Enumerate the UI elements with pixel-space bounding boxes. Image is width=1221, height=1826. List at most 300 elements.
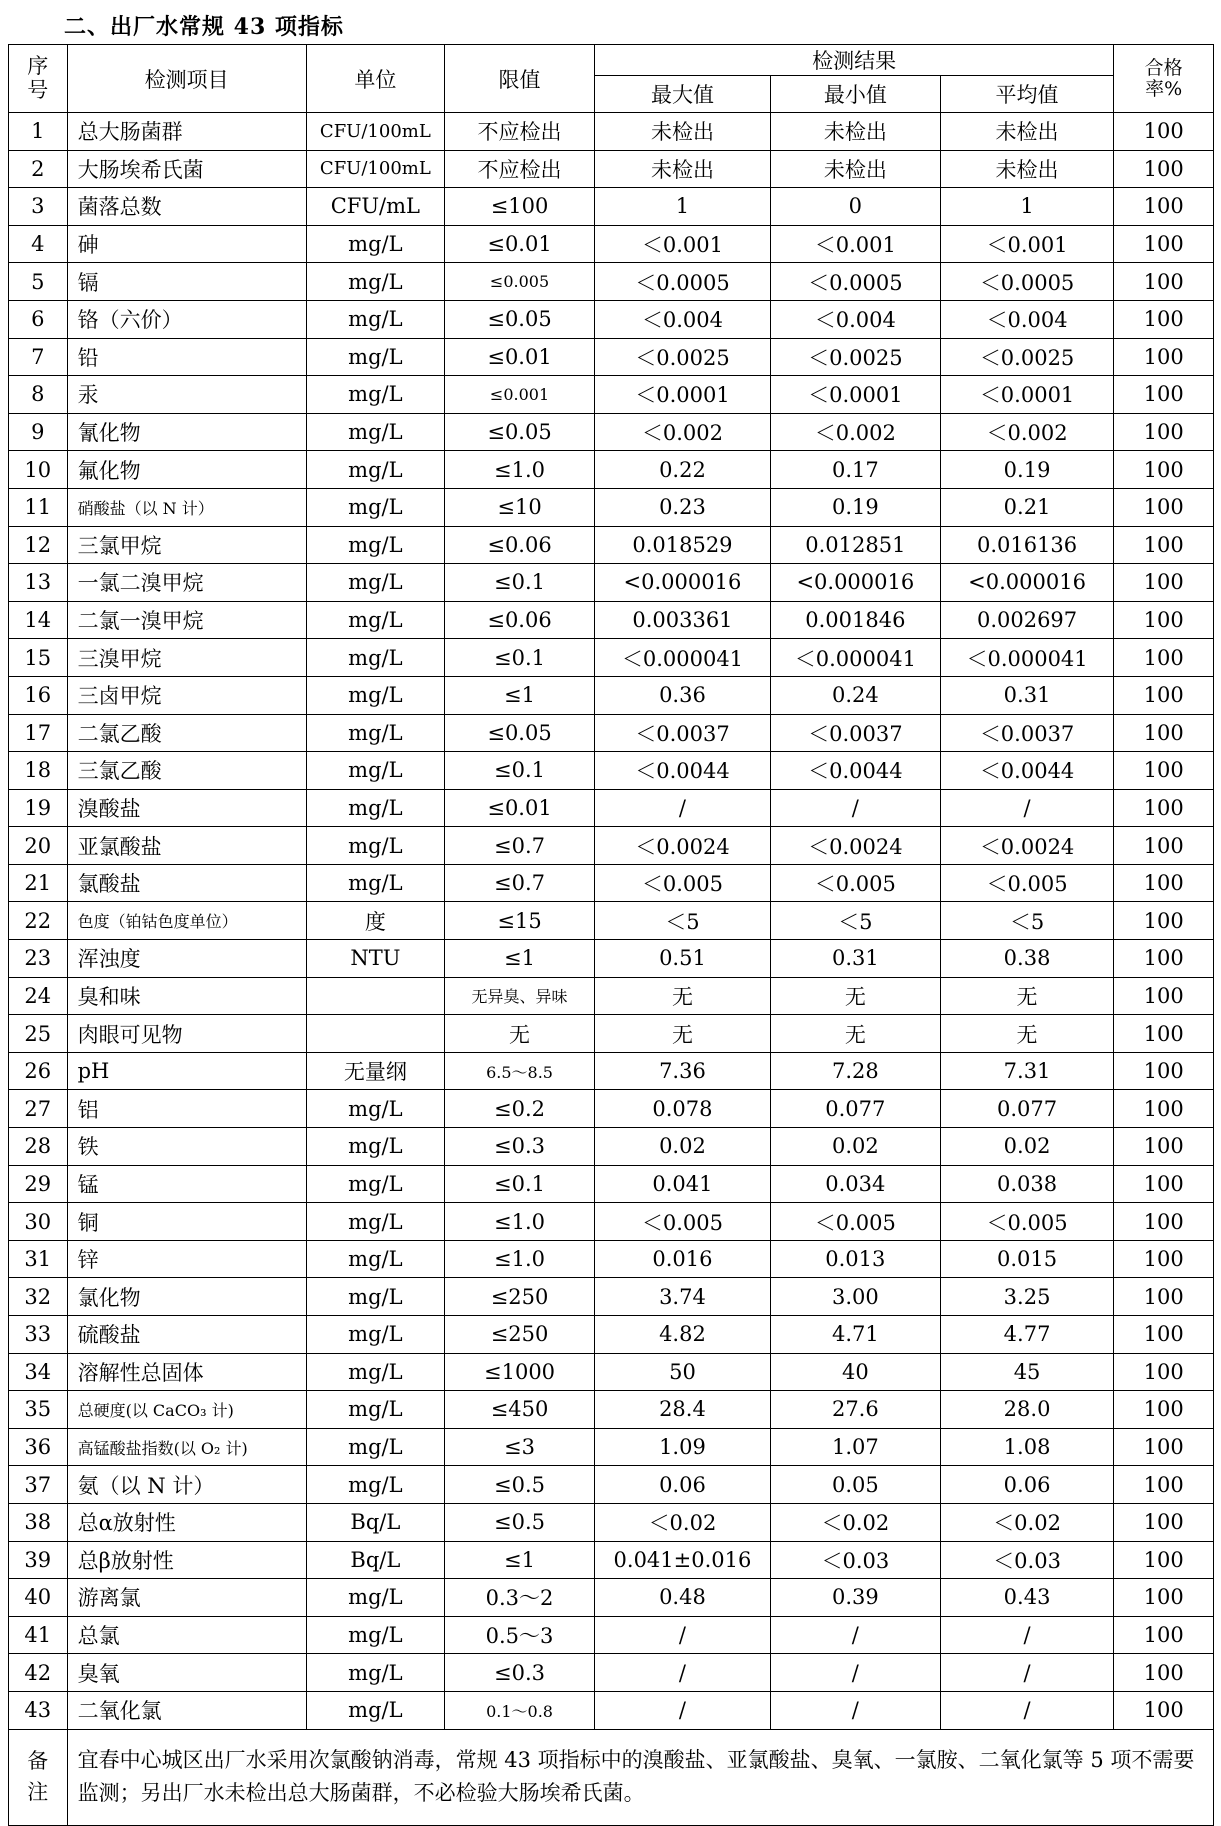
cell-min: 1.07	[770, 1428, 940, 1466]
cell-rate: 100	[1114, 1015, 1214, 1053]
cell-limit: ≤0.1	[445, 639, 595, 677]
header-limit: 限值	[445, 45, 595, 113]
cell-unit: mg/L	[306, 300, 444, 338]
cell-unit: mg/L	[306, 1616, 444, 1654]
cell-item: 汞	[67, 376, 306, 414]
cell-max: 1	[595, 188, 771, 226]
cell-avg: 1	[940, 188, 1113, 226]
cell-unit: mg/L	[306, 752, 444, 790]
cell-item: 总β放射性	[67, 1541, 306, 1579]
cell-item: 臭氧	[67, 1654, 306, 1692]
cell-min: /	[770, 1691, 940, 1729]
cell-seq: 37	[9, 1466, 68, 1504]
cell-limit: 不应检出	[445, 113, 595, 151]
cell-rate: 100	[1114, 1240, 1214, 1278]
cell-seq: 4	[9, 225, 68, 263]
cell-min: ＜0.005	[770, 1203, 940, 1241]
cell-seq: 34	[9, 1353, 68, 1391]
cell-max: 0.018529	[595, 526, 771, 564]
cell-min: ＜0.02	[770, 1503, 940, 1541]
cell-item: 肉眼可见物	[67, 1015, 306, 1053]
table-row	[9, 1654, 1214, 1692]
cell-seq: 5	[9, 263, 68, 301]
cell-seq: 1	[9, 113, 68, 151]
cell-rate: 100	[1114, 601, 1214, 639]
cell-avg: ＜0.005	[940, 1203, 1113, 1241]
cell-seq: 10	[9, 451, 68, 489]
cell-max: 0.06	[595, 1466, 771, 1504]
cell-unit: mg/L	[306, 225, 444, 263]
cell-unit: mg/L	[306, 488, 444, 526]
cell-avg: 0.31	[940, 676, 1113, 714]
cell-max: ＜0.0037	[595, 714, 771, 752]
header-max: 最大值	[595, 76, 771, 113]
cell-max: ＜0.0025	[595, 338, 771, 376]
cell-rate: 100	[1114, 902, 1214, 940]
cell-item: 二氯乙酸	[67, 714, 306, 752]
cell-unit: mg/L	[306, 376, 444, 414]
remark-label: 备注	[9, 1729, 68, 1825]
cell-unit: mg/L	[306, 601, 444, 639]
cell-min: /	[770, 1654, 940, 1692]
cell-max: /	[595, 789, 771, 827]
cell-item: 溶解性总固体	[67, 1353, 306, 1391]
cell-avg: 0.06	[940, 1466, 1113, 1504]
cell-item: 氨（以 N 计）	[67, 1466, 306, 1504]
cell-item: 浑浊度	[67, 940, 306, 978]
cell-unit: mg/L	[306, 1090, 444, 1128]
cell-max: 无	[595, 1015, 771, 1053]
cell-limit: ≤0.05	[445, 714, 595, 752]
cell-item: 铝	[67, 1090, 306, 1128]
cell-item: 高锰酸盐指数(以 O₂ 计)	[67, 1428, 306, 1466]
cell-avg: /	[940, 789, 1113, 827]
cell-max: 0.041±0.016	[595, 1541, 771, 1579]
cell-limit: ≤1	[445, 676, 595, 714]
table-row	[9, 376, 1214, 414]
cell-max: <0.000016	[595, 564, 771, 602]
cell-rate: 100	[1114, 263, 1214, 301]
cell-max: 50	[595, 1353, 771, 1391]
cell-avg: 0.002697	[940, 601, 1113, 639]
cell-max: 1.09	[595, 1428, 771, 1466]
cell-avg: ＜0.004	[940, 300, 1113, 338]
cell-limit: 0.5～3	[445, 1616, 595, 1654]
cell-max: 0.016	[595, 1240, 771, 1278]
cell-rate: 100	[1114, 150, 1214, 188]
cell-item: 大肠埃希氏菌	[67, 150, 306, 188]
cell-rate: 100	[1114, 1353, 1214, 1391]
cell-max: 7.36	[595, 1052, 771, 1090]
cell-seq: 21	[9, 864, 68, 902]
cell-unit: Bq/L	[306, 1541, 444, 1579]
cell-rate: 100	[1114, 940, 1214, 978]
cell-unit: mg/L	[306, 338, 444, 376]
cell-unit: CFU/mL	[306, 188, 444, 226]
table-row	[9, 413, 1214, 451]
cell-rate: 100	[1114, 376, 1214, 414]
cell-max: 未检出	[595, 113, 771, 151]
cell-avg: 0.38	[940, 940, 1113, 978]
header-results: 检测结果	[595, 45, 1114, 76]
cell-seq: 20	[9, 827, 68, 865]
cell-avg: 7.31	[940, 1052, 1113, 1090]
cell-unit: mg/L	[306, 1165, 444, 1203]
cell-avg: 0.43	[940, 1579, 1113, 1617]
cell-unit: mg/L	[306, 1579, 444, 1617]
cell-rate: 100	[1114, 413, 1214, 451]
cell-avg: /	[940, 1691, 1113, 1729]
cell-unit	[306, 1015, 444, 1053]
table-row	[9, 1203, 1214, 1241]
cell-max: ＜0.004	[595, 300, 771, 338]
cell-seq: 3	[9, 188, 68, 226]
cell-limit: ≤1	[445, 940, 595, 978]
cell-rate: 100	[1114, 113, 1214, 151]
cell-unit: mg/L	[306, 639, 444, 677]
cell-item: 亚氯酸盐	[67, 827, 306, 865]
cell-max: ＜0.0005	[595, 263, 771, 301]
cell-unit: mg/L	[306, 263, 444, 301]
cell-min: 7.28	[770, 1052, 940, 1090]
cell-rate: 100	[1114, 1428, 1214, 1466]
cell-item: 氟化物	[67, 451, 306, 489]
table-row	[9, 1278, 1214, 1316]
cell-min: ＜0.03	[770, 1541, 940, 1579]
cell-rate: 100	[1114, 1466, 1214, 1504]
table-row	[9, 940, 1214, 978]
cell-limit: 6.5～8.5	[445, 1052, 595, 1090]
cell-max: ＜0.000041	[595, 639, 771, 677]
cell-limit: ≤0.1	[445, 564, 595, 602]
cell-seq: 28	[9, 1128, 68, 1166]
table-row	[9, 1090, 1214, 1128]
cell-limit: ≤0.05	[445, 413, 595, 451]
cell-rate: 100	[1114, 1316, 1214, 1354]
cell-max: /	[595, 1654, 771, 1692]
cell-max: 0.36	[595, 676, 771, 714]
table-row	[9, 564, 1214, 602]
cell-limit: 0.1～0.8	[445, 1691, 595, 1729]
cell-min: /	[770, 1616, 940, 1654]
cell-limit: ≤0.06	[445, 526, 595, 564]
cell-seq: 8	[9, 376, 68, 414]
cell-item: 氯化物	[67, 1278, 306, 1316]
cell-limit: ≤0.1	[445, 752, 595, 790]
cell-seq: 38	[9, 1503, 68, 1541]
cell-avg: ＜0.001	[940, 225, 1113, 263]
cell-rate: 100	[1114, 676, 1214, 714]
cell-limit: ≤100	[445, 188, 595, 226]
cell-min: 27.6	[770, 1391, 940, 1429]
cell-limit: ≤250	[445, 1278, 595, 1316]
cell-avg: /	[940, 1654, 1113, 1692]
cell-seq: 15	[9, 639, 68, 677]
cell-rate: 100	[1114, 864, 1214, 902]
table-row	[9, 902, 1214, 940]
cell-unit: mg/L	[306, 1203, 444, 1241]
cell-min: 0.001846	[770, 601, 940, 639]
cell-item: 铁	[67, 1128, 306, 1166]
cell-avg: 0.02	[940, 1128, 1113, 1166]
cell-limit: ≤10	[445, 488, 595, 526]
cell-min: 未检出	[770, 113, 940, 151]
table-row	[9, 113, 1214, 151]
cell-seq: 16	[9, 676, 68, 714]
cell-max: 未检出	[595, 150, 771, 188]
cell-min: ＜5	[770, 902, 940, 940]
cell-seq: 42	[9, 1654, 68, 1692]
cell-seq: 39	[9, 1541, 68, 1579]
table-header	[9, 45, 1214, 113]
table-row	[9, 338, 1214, 376]
cell-unit: mg/L	[306, 1391, 444, 1429]
cell-limit: ≤1.0	[445, 1203, 595, 1241]
cell-limit: ≤250	[445, 1316, 595, 1354]
cell-seq: 14	[9, 601, 68, 639]
cell-item: 三氯乙酸	[67, 752, 306, 790]
cell-limit: 无	[445, 1015, 595, 1053]
table-row	[9, 977, 1214, 1015]
cell-max: 0.041	[595, 1165, 771, 1203]
cell-avg: /	[940, 1616, 1113, 1654]
cell-rate: 100	[1114, 789, 1214, 827]
cell-rate: 100	[1114, 564, 1214, 602]
cell-avg: 未检出	[940, 113, 1113, 151]
cell-item: 硫酸盐	[67, 1316, 306, 1354]
cell-max: ＜5	[595, 902, 771, 940]
cell-max: ＜0.02	[595, 1503, 771, 1541]
cell-seq: 24	[9, 977, 68, 1015]
cell-seq: 11	[9, 488, 68, 526]
cell-limit: ≤1000	[445, 1353, 595, 1391]
cell-limit: ≤0.06	[445, 601, 595, 639]
cell-max: /	[595, 1616, 771, 1654]
table-row	[9, 263, 1214, 301]
cell-unit: 无量纲	[306, 1052, 444, 1090]
cell-item: 游离氯	[67, 1579, 306, 1617]
cell-seq: 29	[9, 1165, 68, 1203]
cell-min: ＜0.0037	[770, 714, 940, 752]
cell-rate: 100	[1114, 188, 1214, 226]
cell-rate: 100	[1114, 1052, 1214, 1090]
cell-item: 三氯甲烷	[67, 526, 306, 564]
cell-avg: 0.077	[940, 1090, 1113, 1128]
cell-rate: 100	[1114, 1165, 1214, 1203]
cell-max: 0.003361	[595, 601, 771, 639]
cell-rate: 100	[1114, 1541, 1214, 1579]
cell-avg: ＜0.0001	[940, 376, 1113, 414]
cell-min: 0.39	[770, 1579, 940, 1617]
cell-seq: 32	[9, 1278, 68, 1316]
table-footer	[9, 1729, 1214, 1825]
header-rate: 合格率%	[1114, 45, 1214, 113]
cell-unit: NTU	[306, 940, 444, 978]
cell-max: 0.23	[595, 488, 771, 526]
cell-item: 二氯一溴甲烷	[67, 601, 306, 639]
cell-seq: 36	[9, 1428, 68, 1466]
cell-item: 锰	[67, 1165, 306, 1203]
cell-min: ＜0.000041	[770, 639, 940, 677]
cell-limit: ≤15	[445, 902, 595, 940]
table-row	[9, 225, 1214, 263]
cell-limit: 无异臭、异味	[445, 977, 595, 1015]
cell-limit: ≤0.5	[445, 1503, 595, 1541]
cell-avg: ＜0.0005	[940, 263, 1113, 301]
cell-rate: 100	[1114, 526, 1214, 564]
header-min: 最小值	[770, 76, 940, 113]
table-row	[9, 1466, 1214, 1504]
cell-rate: 100	[1114, 1391, 1214, 1429]
cell-min: 0.013	[770, 1240, 940, 1278]
table-row	[9, 676, 1214, 714]
table-row	[9, 526, 1214, 564]
cell-limit: ≤0.3	[445, 1654, 595, 1692]
cell-unit: mg/L	[306, 714, 444, 752]
cell-item: 氯酸盐	[67, 864, 306, 902]
table-body	[9, 113, 1214, 1730]
table-row	[9, 1391, 1214, 1429]
cell-item: 铜	[67, 1203, 306, 1241]
table-row	[9, 150, 1214, 188]
cell-unit: mg/L	[306, 1428, 444, 1466]
cell-item: 总氯	[67, 1616, 306, 1654]
cell-avg: ＜0.0025	[940, 338, 1113, 376]
cell-limit: ≤0.7	[445, 864, 595, 902]
cell-min: ＜0.005	[770, 864, 940, 902]
cell-avg: 45	[940, 1353, 1113, 1391]
cell-item: 三溴甲烷	[67, 639, 306, 677]
cell-avg: 无	[940, 1015, 1113, 1053]
cell-seq: 27	[9, 1090, 68, 1128]
cell-avg: ＜0.0044	[940, 752, 1113, 790]
cell-min: 4.71	[770, 1316, 940, 1354]
cell-item: 硝酸盐（以 N 计）	[67, 488, 306, 526]
cell-min: 0.02	[770, 1128, 940, 1166]
cell-limit: ≤0.005	[445, 263, 595, 301]
cell-min: 0	[770, 188, 940, 226]
table-row	[9, 1428, 1214, 1466]
cell-rate: 100	[1114, 488, 1214, 526]
cell-avg: ＜0.0024	[940, 827, 1113, 865]
cell-seq: 25	[9, 1015, 68, 1053]
cell-rate: 100	[1114, 714, 1214, 752]
cell-seq: 7	[9, 338, 68, 376]
cell-min: 3.00	[770, 1278, 940, 1316]
table-row	[9, 1541, 1214, 1579]
table-row	[9, 451, 1214, 489]
cell-min: 0.19	[770, 488, 940, 526]
cell-unit: Bq/L	[306, 1503, 444, 1541]
cell-avg: ＜0.005	[940, 864, 1113, 902]
cell-item: 一氯二溴甲烷	[67, 564, 306, 602]
table-row	[9, 639, 1214, 677]
cell-seq: 43	[9, 1691, 68, 1729]
cell-item: 溴酸盐	[67, 789, 306, 827]
header-seq: 序号	[9, 45, 68, 113]
cell-max: ＜0.0024	[595, 827, 771, 865]
cell-limit: ≤3	[445, 1428, 595, 1466]
cell-avg: 未检出	[940, 150, 1113, 188]
cell-min: ＜0.0024	[770, 827, 940, 865]
cell-max: ＜0.001	[595, 225, 771, 263]
cell-avg: 4.77	[940, 1316, 1113, 1354]
cell-rate: 100	[1114, 977, 1214, 1015]
cell-min: 0.05	[770, 1466, 940, 1504]
table-row	[9, 1503, 1214, 1541]
cell-seq: 12	[9, 526, 68, 564]
table-row	[9, 752, 1214, 790]
cell-rate: 100	[1114, 300, 1214, 338]
cell-seq: 26	[9, 1052, 68, 1090]
cell-min: 40	[770, 1353, 940, 1391]
cell-min: 0.31	[770, 940, 940, 978]
cell-item: 镉	[67, 263, 306, 301]
cell-min: ＜0.002	[770, 413, 940, 451]
cell-limit: ≤0.3	[445, 1128, 595, 1166]
cell-unit: mg/L	[306, 1353, 444, 1391]
cell-rate: 100	[1114, 1128, 1214, 1166]
cell-item: 砷	[67, 225, 306, 263]
table-row	[9, 864, 1214, 902]
cell-unit: mg/L	[306, 1240, 444, 1278]
table-row	[9, 1616, 1214, 1654]
cell-rate: 100	[1114, 1579, 1214, 1617]
cell-item: pH	[67, 1052, 306, 1090]
cell-avg: <0.000016	[940, 564, 1113, 602]
cell-rate: 100	[1114, 338, 1214, 376]
table-row	[9, 1353, 1214, 1391]
cell-unit: mg/L	[306, 451, 444, 489]
cell-min: ＜0.0001	[770, 376, 940, 414]
section-title: 二、出厂水常规 43 项指标	[64, 14, 344, 40]
cell-max: ＜0.0001	[595, 376, 771, 414]
cell-limit: ≤0.01	[445, 225, 595, 263]
cell-unit: mg/L	[306, 1691, 444, 1729]
table-row	[9, 1316, 1214, 1354]
cell-limit: ≤1.0	[445, 1240, 595, 1278]
cell-seq: 17	[9, 714, 68, 752]
cell-limit: ≤0.001	[445, 376, 595, 414]
table-row	[9, 488, 1214, 526]
table-row	[9, 1128, 1214, 1166]
cell-avg: 0.016136	[940, 526, 1113, 564]
cell-limit: ≤450	[445, 1391, 595, 1429]
cell-min: <0.000016	[770, 564, 940, 602]
cell-limit: ≤0.01	[445, 338, 595, 376]
cell-max: /	[595, 1691, 771, 1729]
cell-limit: 0.3～2	[445, 1579, 595, 1617]
cell-min: 0.012851	[770, 526, 940, 564]
cell-avg: ＜0.02	[940, 1503, 1113, 1541]
cell-max: ＜0.002	[595, 413, 771, 451]
cell-limit: ≤1.0	[445, 451, 595, 489]
cell-avg: 0.19	[940, 451, 1113, 489]
cell-rate: 100	[1114, 1090, 1214, 1128]
cell-min: 未检出	[770, 150, 940, 188]
cell-seq: 35	[9, 1391, 68, 1429]
cell-avg: 无	[940, 977, 1113, 1015]
cell-unit: mg/L	[306, 564, 444, 602]
cell-max: 0.22	[595, 451, 771, 489]
cell-rate: 100	[1114, 639, 1214, 677]
cell-limit: ≤0.1	[445, 1165, 595, 1203]
table-row	[9, 1691, 1214, 1729]
water-quality-table	[8, 44, 1214, 1826]
cell-seq: 23	[9, 940, 68, 978]
cell-seq: 41	[9, 1616, 68, 1654]
cell-limit: ≤0.2	[445, 1090, 595, 1128]
